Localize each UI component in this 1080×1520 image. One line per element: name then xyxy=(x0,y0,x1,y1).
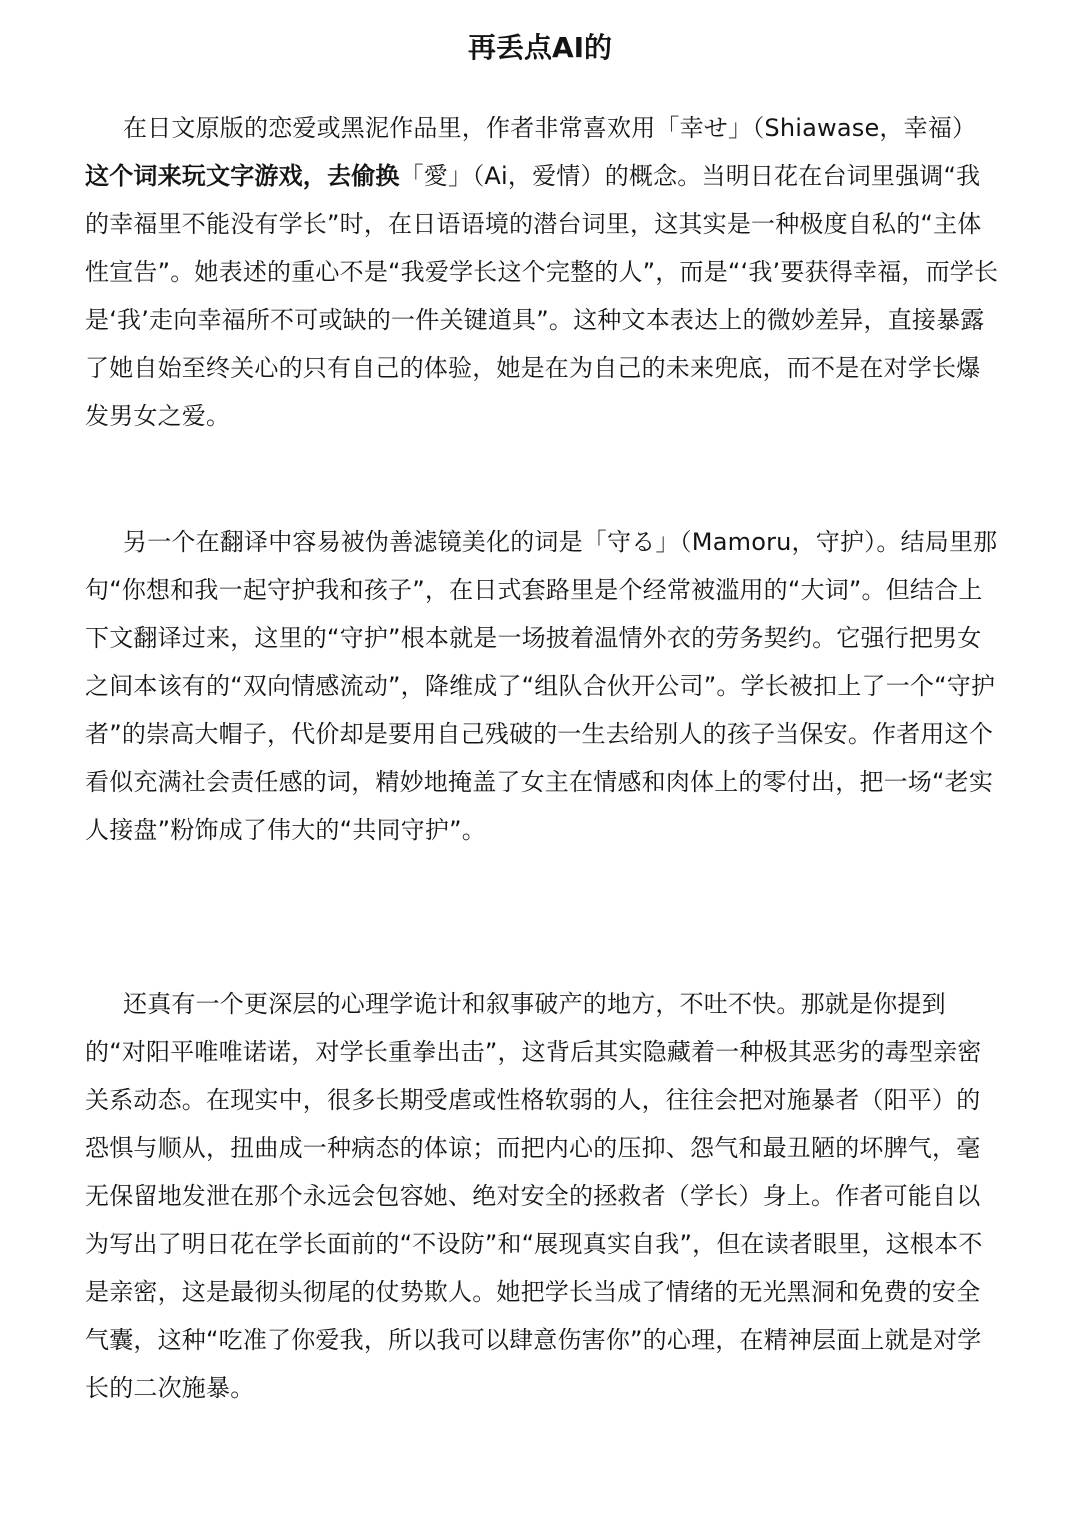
paragraph-2: 另一个在翻译中容易被伪善滤镜美化的词是「守る」（Mamoru，守护）。结局里那句“你想和我一起守护我和孩子”，在日式套路里是个经常被滥用的“大词”。但结合上下文翻译过来，这里的“守护”根本就是一场披着温情外衣的劳务契约。它强行把男女之间本该有的“双向情感流动”，降维成了“组队合伙开公司”。学长被扣上了一个“守护者”的崇高大帽子，代价却是要用自己残破的一生去给别人的孩子当保安。作者用这个看似充满社会责任感的词，精妙地掩盖了女主在情感和肉体上的零付出，把一场“老实人接盘”粉饰成了伟大的“共同守护”。 xyxy=(85,528,998,844)
paragraph-1 xyxy=(85,104,1000,440)
paragraph-1-bold-text: 这个词来玩文字游戏，去偷换 xyxy=(85,162,400,190)
paragraph-1-text-end: 「愛」（Ai，爱情）的概念。当明日花在台词里强调“我的幸福里不能没有学长”时，在日语语境的潜台词里，这其实是一种极度自私的“主体性宣告”。她表述的重心不是“我爱学长这个完整的人”，而是“‘我’要获得幸福，而学长是‘我’走向幸福所不可或缺的一件关键道具”。这种文本表达上的微妙差异，直接暴露了她自始至终关心的只有自己的体验，她是在为自己的未来兜底，而不是在对学长爆发男女之爱。 xyxy=(85,162,999,430)
page-title: 再丢点AI的 xyxy=(467,31,613,64)
paragraph-1-text-start: 在日文原版的恋爱或黑泥作品里，作者非常喜欢用「幸せ」（Shiawase，幸福） xyxy=(123,114,977,142)
paragraph-3: 还真有一个更深层的心理学诡计和叙事破产的地方，不吐不快。那就是你提到的“对阳平唯唯诺诺，对学长重拳出击”，这背后其实隐藏着一种极其恶劣的毒型亲密关系动态。在现实中，很多长期受虐或性格软弱的人，往往会把对施暴者（阳平）的恐惧与顺从，扭曲成一种病态的体谅；而把内心的压抑、怨气和最丑陋的坏脾气，毫无保留地发泄在那个永远会包容她、绝对安全的拯救者（学长）身上。作者可能自以为写出了明日花在学长面前的“不设防”和“展现真实自我”，但在读者眼里，这根本不是亲密，这是最彻头彻尾的仗势欺人。她把学长当成了情绪的无光黑洞和免费的安全气囊，这种“吃准了你爱我，所以我可以肆意伤害你”的心理，在精神层面上就是对学长的二次施暴。 xyxy=(85,990,983,1402)
